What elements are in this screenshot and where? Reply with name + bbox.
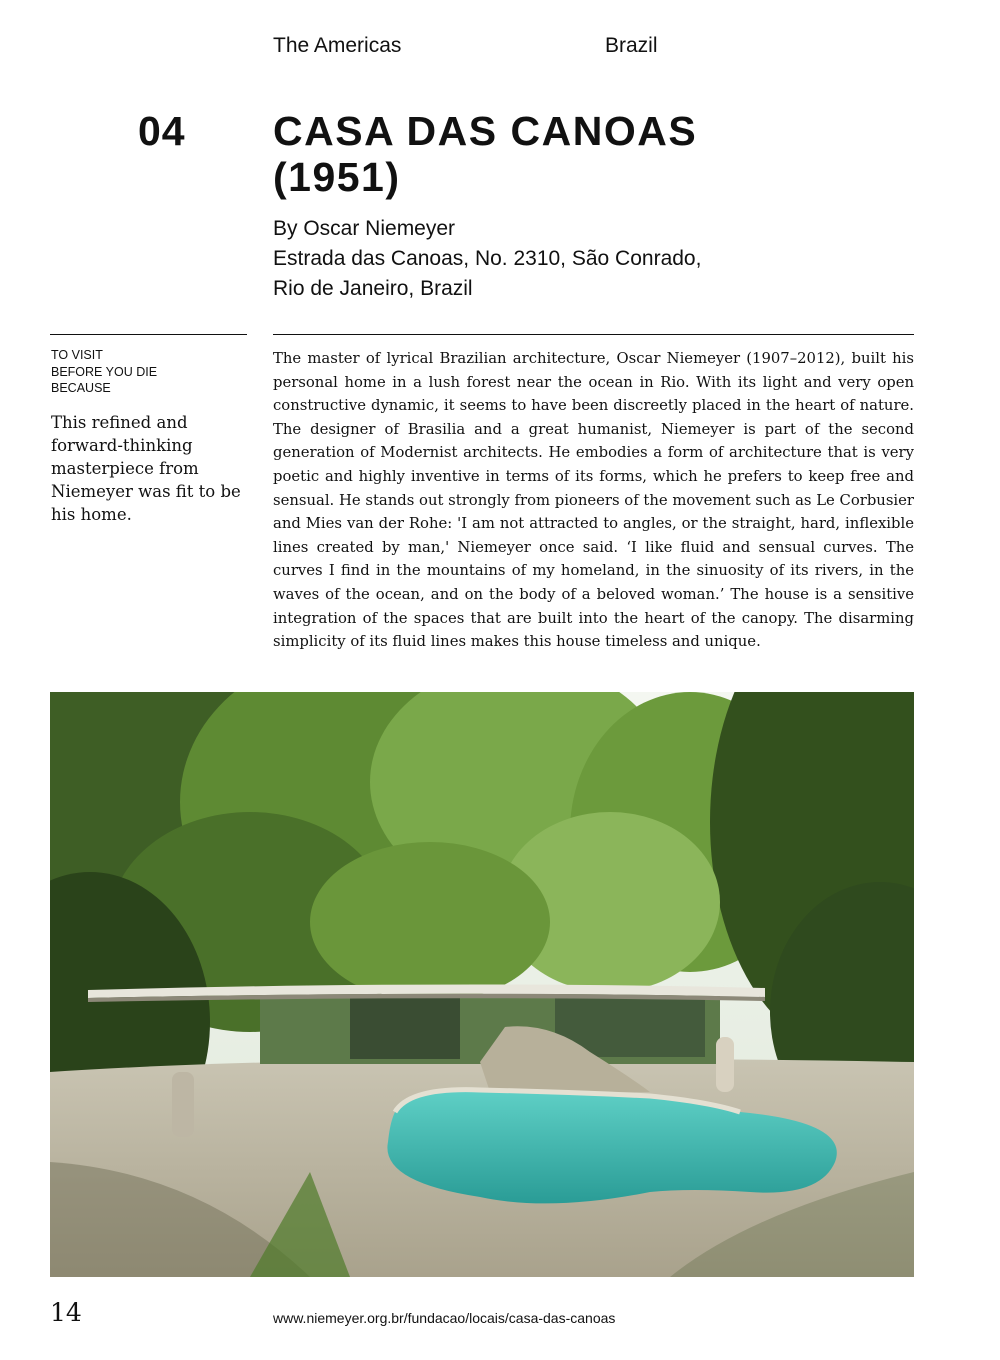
sculpture-right [716,1037,734,1092]
body-text: The master of lyrical Brazilian architecture, Oscar Niemeyer (1907–2012), built his personal home in a lush forest near the ocean in Rio. With its light and very open constructive dynamic, it seems to have been discreetly placed in the heart of nature. The designer of Brasilia and a great humanist, Niemeyer is part of the second generation of Modernist architects. He embodies a form of architecture that is very poetic and highly inventive in terms of its forms, which he prefers to keep free and sensual. He stands out strongly from pioneers of the movement such as Le Corbusier and Mies van der Rohe: 'I am not attracted to angles, or the straight, hard, inflexible lines created by man,' Niemeyer once said. ‘I like fluid and sensual curves. The curves I find in the mountains of my homeland, in the sinuosity of its rivers, in the waves of the ocean, and on the body of a beloved woman.’ The house is a sensitive integration of the spaces that are built into the heart of the canopy. The disarming simplicity of its fluid lines makes this house timeless and unique. [273,350,914,651]
body-divider [273,334,914,335]
architect-line: By Oscar Niemeyer [273,217,456,240]
why-visit-label-line: BEFORE YOU DIE [51,364,158,379]
entry-number: 04 [138,108,186,154]
why-visit-label-line: TO VISIT [51,348,103,362]
sculpture-left [172,1072,194,1137]
footer-url: www.niemeyer.org.br/fundacao/locais/casa-das-canoas [273,1310,616,1326]
page-number: 14 [50,1298,82,1327]
section-country: Brazil [605,34,658,57]
address-line-1: Estrada das Canoas, No. 2310, São Conrado, [273,247,702,270]
why-visit-label-line: BECAUSE [51,381,111,395]
why-visit-reason: This refined and forward-thinking masterpiece from Niemeyer was fit to be his home. [51,413,241,524]
page-title: CASA DAS CANOAS (1951) [273,108,698,200]
house-photo [50,692,914,1277]
address-line-2: Rio de Janeiro, Brazil [273,277,473,300]
sidebar-divider [50,334,247,335]
section-region: The Americas [273,34,402,57]
entry-credits [273,214,701,304]
why-visit-label [51,347,157,397]
